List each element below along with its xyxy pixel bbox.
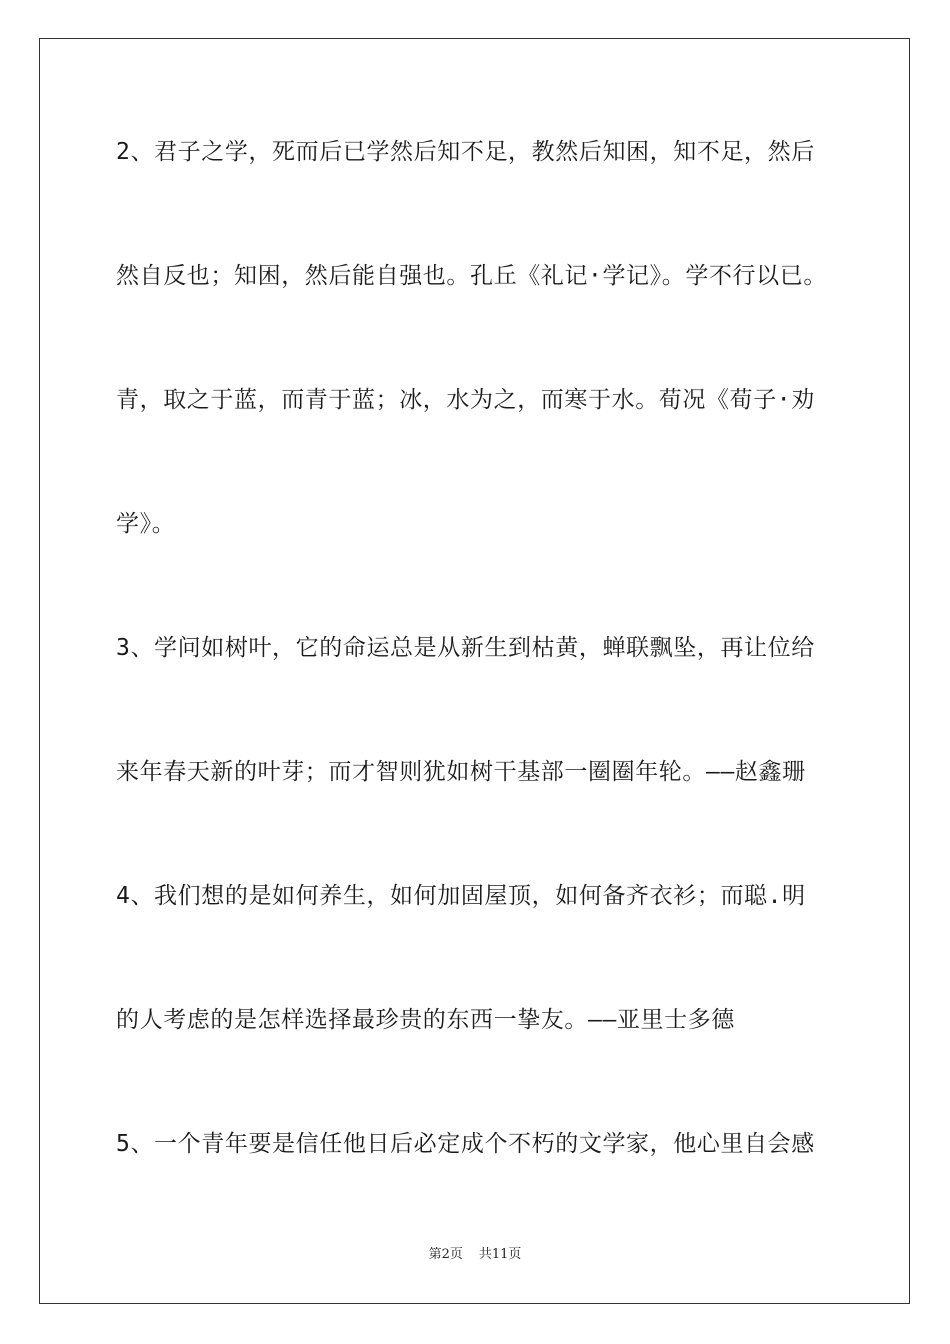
text-line: 学》。 [116,511,176,537]
page-border [39,38,910,1304]
text-line: 来年春天新的叶芽；而才智则犹如树干基部一圈圈年轮。——赵鑫珊 [116,759,806,785]
page-total: 共11页 [478,1247,522,1262]
text-line: 的人考虑的是怎样选择最珍贵的东西一挚友。——亚里士多德 [116,1007,735,1033]
text-line: 2、君子之学，死而后已学然后知不足，教然后知困，知不足，然后 [116,139,815,165]
text-line: 3、学问如树叶，它的命运总是从新生到枯黄，蝉联飘坠，再让位给 [116,635,815,661]
page-footer [0,1246,950,1264]
text-line: 5、一个青年要是信任他日后必定成个不朽的文学家，他心里自会感 [116,1131,815,1157]
text-line: 青，取之于蓝，而青于蓝；冰，水为之，而寒于水。荀况《荀子·劝 [116,387,815,413]
page-number: 第2页 [428,1247,463,1262]
text-line: 4、我们想的是如何养生，如何加固屋顶，如何备齐衣衫；而聪.明 [116,883,806,909]
text-line: 然自反也；知困，然后能自强也。孔丘《礼记·学记》。学不行以已。 [116,263,827,289]
